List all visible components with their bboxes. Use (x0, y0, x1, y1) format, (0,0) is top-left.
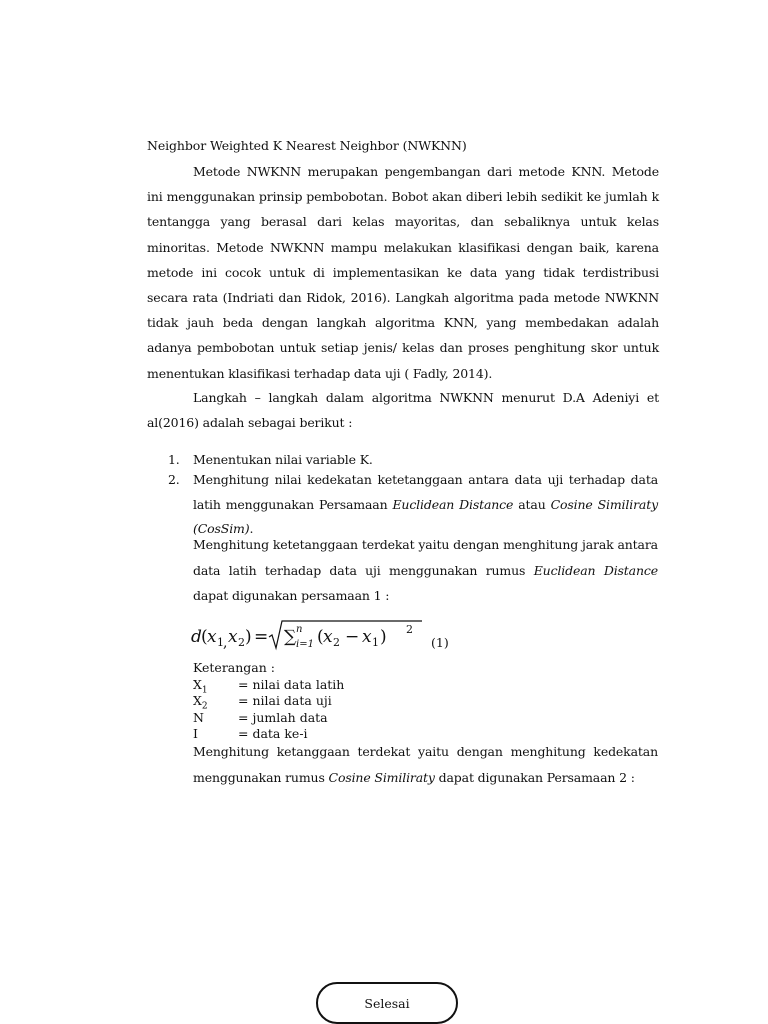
symbol-letter: X (193, 693, 202, 708)
euclidean-distance-term: Euclidean Distance (392, 496, 514, 512)
formula-exponent: 2 (406, 623, 413, 636)
formula-sub2b: 2 (333, 636, 340, 649)
symbol-letter: X (193, 676, 202, 692)
cosine-similarity-term: Cosine Similiraty (CosSim) (193, 496, 658, 536)
legend-definition: = nilai data uji (238, 693, 332, 708)
legend-row (193, 677, 493, 694)
text-part: Menghitung ketetanggaan terdekat yaitu dengan menghitung jarak antara data latih terhadap data uji menggunakan rumus (193, 537, 658, 578)
formula-d: d (191, 627, 202, 647)
list-text-part: atau (513, 496, 551, 512)
legend-symbol: I (193, 726, 198, 741)
cosine-similarity-term: Cosine Similiraty (328, 769, 435, 785)
list-text-part: Menghitung nilai kedekatan ketetanggaan antara data uji terhadap data latih menggunakan Persamaan (193, 472, 658, 512)
formula-paren: ( (201, 627, 208, 647)
formula-paren: ( (317, 627, 324, 647)
legend-symbol: N (193, 709, 204, 725)
legend-definition: = data ke-i (238, 726, 308, 741)
list-text-part: . (249, 521, 254, 536)
symbol-subscript: 2 (201, 701, 208, 712)
paragraph-cosine (193, 739, 658, 790)
text-part: Menghitung ketanggaan terdekat yaitu dengan menghitung kedekatan menggunakan rumus (193, 744, 658, 785)
list-text (193, 468, 658, 542)
list-number: 1. (168, 452, 180, 467)
formula-x2: x (228, 627, 238, 647)
paragraph-nwknn-description: Metode NWKNN merupakan pengembangan dari metode KNN. Metode ini menggunakan prinsip pembobotan. Bobot akan diberi lebih sedikit ke jumlah k tentangga yang berasal dari kelas mayoritas, dan sebaliknya untuk kelas minoritas. Metode NWKNN mampu melakukan klasifikasi dengan baik, karena metode ini cocok untuk di implementasikan ke data yang tidak terdistribusi secara rata (Indriati dan Ridok, 2016). Langkah algoritma pada metode NWKNN tidak jauh beda dengan langkah algoritma KNN, yang membedakan adalah adanya pembobotan untuk setiap jenis/ kelas dan proses penghitung skor untuk menentukan klasifikasi terhadap data uji ( Fadly, 2014). (147, 164, 659, 381)
formula-x2b: x (323, 627, 333, 647)
list-number: 2. (168, 472, 180, 487)
formula-x1: x (207, 627, 217, 647)
formula-paren: ) (245, 627, 252, 647)
formula-sub1b: 1 (372, 636, 379, 649)
section-heading: Neighbor Weighted K Nearest Neighbor (NWKNN) (147, 138, 467, 153)
text-part: dapat digunakan persamaan 1 : (193, 588, 390, 603)
formula-sub1: 1 (217, 636, 224, 649)
formula-minus: − (345, 627, 360, 647)
legend-definition: = jumlah data (238, 709, 328, 725)
list-text: Menentukan nilai variable K. (193, 452, 373, 467)
sigma-symbol: ∑ (284, 627, 297, 647)
sum-upper: n (296, 624, 303, 635)
formula-comma: , (223, 635, 228, 651)
sum-lower: i=1 (296, 639, 314, 650)
legend-keterangan (193, 660, 493, 743)
euclidean-formula (190, 615, 490, 657)
legend-title: Keterangan : (193, 660, 275, 675)
formula-sub2: 2 (238, 636, 245, 649)
paragraph-steps-intro: Langkah – langkah dalam algoritma NWKNN menurut D.A Adeniyi et al(2016) adalah sebagai berikut : (147, 390, 659, 431)
legend-row (193, 710, 493, 727)
formula-graphic (190, 615, 490, 657)
equation-number: (1) (431, 635, 449, 650)
legend-definition: = nilai data latih (238, 676, 345, 692)
formula-paren: ) (380, 627, 387, 647)
text-part: dapat digunakan Persamaan 2 : (434, 769, 635, 785)
paragraph-euclidean (193, 532, 658, 609)
selesai-button[interactable]: Selesai (316, 982, 458, 1024)
legend-row (193, 693, 493, 710)
formula-equals: = (254, 627, 269, 647)
symbol-subscript: 1 (201, 685, 208, 695)
formula-x1b: x (362, 627, 372, 647)
euclidean-distance-term: Euclidean Distance (533, 562, 658, 578)
